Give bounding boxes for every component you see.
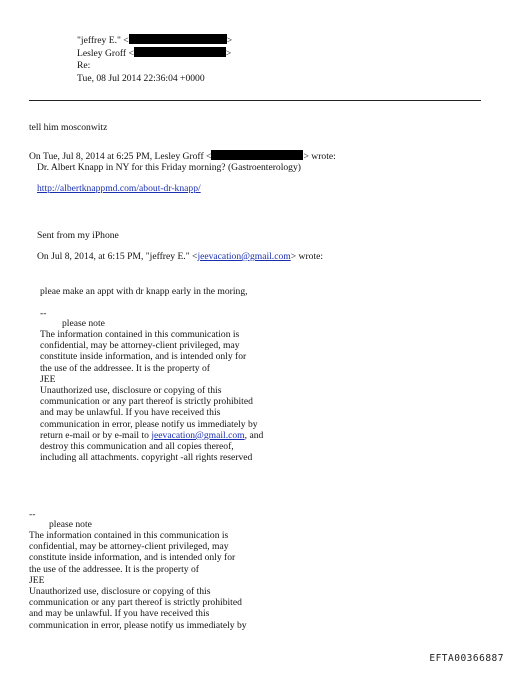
reply-text: tell him mosconwitz	[29, 122, 108, 133]
disclaimer1-body	[40, 329, 263, 463]
disclaimer-line: the use of the addressee. It is the property of	[40, 362, 210, 374]
header-subject-row	[0, 60, 400, 72]
from-value	[77, 34, 232, 46]
disclaimer2-body	[29, 530, 247, 631]
disclaimer-line: confidential, may be attorney-client privileged, may	[29, 541, 229, 553]
redaction-bar	[134, 47, 226, 57]
disclaimer-line: communication in error, please notify us immediately by	[40, 418, 258, 430]
quote1-intro-pre: On Tue, Jul 8, 2014 at 6:25 PM, Lesley Groff <	[29, 151, 212, 162]
disclaimer-line: confidential, may be attorney-client privileged, may	[40, 340, 240, 352]
quote1-intro-post: > wrote:	[303, 151, 336, 162]
disclaimer-line: JEE	[40, 373, 56, 385]
header-date-row	[0, 73, 400, 85]
disclaimer-line: constitute inside information, and is intended only for	[40, 351, 247, 363]
disclaimer2-dashes: --	[29, 509, 36, 520]
disclaimer-line: Unauthorized use, disclosure or copying of this	[29, 585, 211, 597]
disclaimer-line: Unauthorized use, disclosure or copying of this	[40, 384, 222, 396]
disclaimer-line: the use of the addressee. It is the property of	[29, 563, 199, 575]
redaction-bar	[211, 150, 303, 160]
document-id: EFTA00366887	[429, 652, 504, 664]
disclaimer-line: and may be unlawful. If you have received this	[40, 407, 221, 419]
sent-from: Sent from my iPhone	[37, 230, 119, 241]
bracket: >	[225, 48, 232, 59]
disclaimer1-please-note: please note	[62, 318, 105, 329]
redaction-bar	[129, 34, 227, 44]
header-to-row	[0, 47, 400, 59]
to-value	[77, 47, 231, 59]
disclaimer-line-email	[40, 430, 263, 441]
jeevacation-email-link[interactable]: jeevacation@gmail.com	[197, 251, 291, 262]
quote1-line: Dr. Albert Knapp in NY for this Friday morning? (Gastroenterology)	[37, 162, 301, 173]
appt-request: pleae make an appt with dr knapp early in the moring,	[40, 286, 248, 297]
disclaimer-line: constitute inside information, and is intended only for	[29, 552, 236, 564]
disclaimer-line: communication in error, please notify us immediately by	[29, 619, 247, 631]
quote2-intro-post: > wrote:	[290, 251, 324, 262]
from-name: "jeffrey E." <	[77, 35, 129, 46]
quote1-intro	[29, 150, 336, 162]
knapp-link-anchor[interactable]: http://albertknappmd.com/about-dr-knapp/	[37, 183, 201, 194]
disclaimer-email-post: , and	[244, 429, 264, 441]
disclaimer1-dashes: --	[40, 308, 47, 319]
disclaimer-line: communication or any part thereof is strictly prohibited	[29, 597, 242, 609]
disclaimer-line: including all attachments. copyright -all rights reserved	[40, 452, 253, 464]
to-name: Lesley Groff <	[77, 48, 134, 59]
disclaimer-line: and may be unlawful. If you have received this	[29, 608, 210, 620]
header-from-row	[0, 34, 400, 46]
quote2-intro	[37, 251, 323, 262]
header-divider	[29, 100, 481, 101]
knapp-link[interactable]	[37, 183, 201, 194]
disclaimer-email-link[interactable]: jeevacation@gmail.com	[151, 429, 245, 441]
disclaimer-line: JEE	[29, 574, 45, 586]
date-value: Tue, 08 Jul 2014 22:36:04 +0000	[77, 73, 205, 84]
subject-value: Re:	[77, 60, 91, 71]
bracket: >	[226, 35, 233, 46]
quote2-intro-pre: On Jul 8, 2014, at 6:15 PM, "jeffrey E." <	[37, 251, 198, 262]
disclaimer2-please-note: please note	[49, 519, 92, 530]
disclaimer-line: communication or any part thereof is strictly prohibited	[40, 396, 253, 408]
disclaimer-line: The information contained in this communication is	[29, 530, 229, 541]
disclaimer-line: The information contained in this communication is	[40, 329, 240, 340]
disclaimer-line: destroy this communication and all copies thereof,	[40, 440, 234, 452]
disclaimer-email-pre: return e-mail or by e-mail to	[40, 429, 152, 441]
